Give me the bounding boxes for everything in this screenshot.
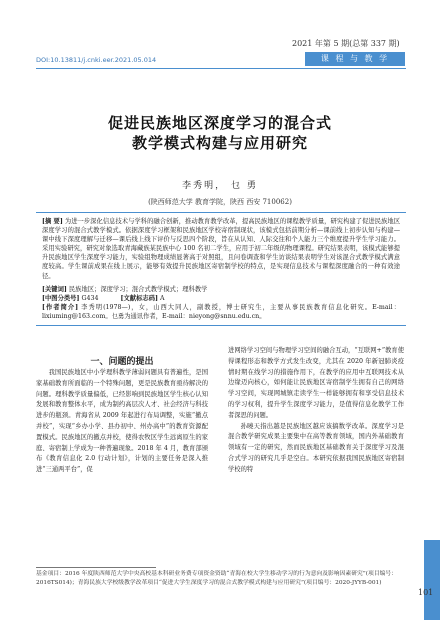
header-rule: [36, 68, 406, 69]
right-paragraph-2: 孙曉天指出越是民族地区越应该搞数学改革。深度学习是混合教学研究成果主要集中在高等教育领域，国内外基础教育领域有一定的研究，然而民族地区基础教育关于深度学习及混合式学习的研究几乎是空白。本研究依据我国民族地区寄宿制学校的特: [228, 422, 404, 473]
body-left-column: 我国民族地区中小学理科教学薄弱问题具有普遍性，是国家基础教育所面临的一个特殊问题，更是民族教育亟待解决的问题。理科教学质量偏低，已经影响到民族地区学生核心认知发展和教育整体水平，成为制约高层次人才、社会经济与科技进步的瓶颈。青海省从 2009 年起进行布局调整，实施“撤点并校”，实现“乡办小学、县办初中、州办高中”的教育资源配置模式。民族地区的撤点并校，使得农牧区学生远离原生的家庭、寄宿制上学成为一种普遍现象。2018 年 4 月，教育部颁布《教育信息化 2.0 行动计划》，计划的主要任务是深入推进“三通两平台”，促: [36, 369, 208, 474]
funding-footnote: 基金项目：2016 年度陕西师范大学中央高校基本科研业务费专项资金资助“青海在校大学生移动学习的行为意向及影响因素研究”(项目编号：2016TS014)；青海民族大学校级教学改革项目“促进大学生深度学习的混合式教学模式构建与应用研究”(项目编号：2020-JYYB-001): [36, 571, 398, 586]
author-affiliation: (陕西师范大学 教育学院，陕西 西安 710062): [148, 198, 292, 206]
clc-label: [中图分类号]: [42, 294, 80, 302]
doc-code-group: [121, 294, 165, 303]
doc-code-label: [文献标志码]: [120, 294, 158, 302]
footnote-rule: [36, 567, 156, 568]
paper-title-line-2: 教学模式构建与应用研究: [131, 134, 308, 152]
abstract-paragraph: [42, 217, 400, 281]
column-banner: 课 程 与 教 学: [305, 52, 405, 66]
author-bio-label: [作者简介]: [42, 303, 79, 311]
doc-code-value: A: [160, 294, 165, 302]
clc-value: G434: [81, 294, 99, 302]
right-paragraph-1: 进网络学习空间与物理学习空间的融合互动，“互联网+”教育使得课程形态和教学方式发生改变，尤其在 2020 年新冠肺炎疫情时期在线学习的措施作用下，在教学的应用中互联网技术从边缘迈向核心，如何能让民族地区寄宿制学生拥有自己的网络学习空间，实现网城镇走读学生一样能够拥有和享受信息技术的学习权利，提升学生深度学习能力，是值得信息化教学工作者深思的问题。: [228, 347, 404, 419]
abstract-box: [36, 212, 406, 326]
keywords-line: [42, 285, 400, 294]
author-names: 李秀明， 乜 勇: [182, 181, 258, 191]
author-bio-text: 李秀明(1978—)，女，山西大同人，副教授，博士研究生，主要从事民族教育信息化研究。E-mail：lixiuming@163.com。乜勇为通讯作者，E-mail：nieyong@snnu.edu.cn。: [42, 303, 400, 320]
keywords-text: 民族地区；深度学习；混合式教学模式；理科教学: [68, 285, 208, 293]
paper-title-line-1: 促进民族地区深度学习的混合式: [107, 114, 332, 132]
author-bio-line: [42, 303, 400, 321]
doi-link[interactable]: DOI:10.13811/j.cnki.eer.2021.05.014: [36, 56, 157, 64]
keywords-label: [关键词]: [42, 285, 67, 293]
classification-line: [42, 294, 400, 303]
clc-group: [42, 294, 99, 303]
page-number: 101: [418, 588, 434, 597]
section-heading: 一、问题的提出: [90, 357, 154, 367]
page-side-tab: [424, 540, 440, 620]
abstract-text: 为进一步深化信息技术与学科的融合创新，推动教育教学改革，提高民族地区的课程教学质量，研究构建了促进民族地区深度学习的混合式教学模式。依据深度学习框架和民族地区学校寄宿制现状，该模式包括前期分析—课前线上初步认知与构建—课中线下深度理解与迁移—课后线上线下评价与反思四个阶段，旨在从认知、人际交往和个人能力三个维度提升学生学习能力。采用实验研究，研究对象选取青海藏族某民族中心 100 名初二学生，应用于初二年级的物理课程。研究结果表明，该模式能够提升民族地区学生深度学习能力，实验组物理成绩显著高于对照组，且问卷调查和学生访谈结果表明学生对该混合式教学模式满意度较高。学生课前成果在线上展示，能够有效提升民族地区寄宿制学校的特点，是实现信息技术与课程深度融合的一种有效途径。: [42, 218, 400, 280]
issue-label: 2021 年第 5 期(总第 337 期): [292, 39, 400, 48]
body-right-column: [228, 346, 404, 476]
abstract-label: [摘 要]: [42, 218, 63, 225]
